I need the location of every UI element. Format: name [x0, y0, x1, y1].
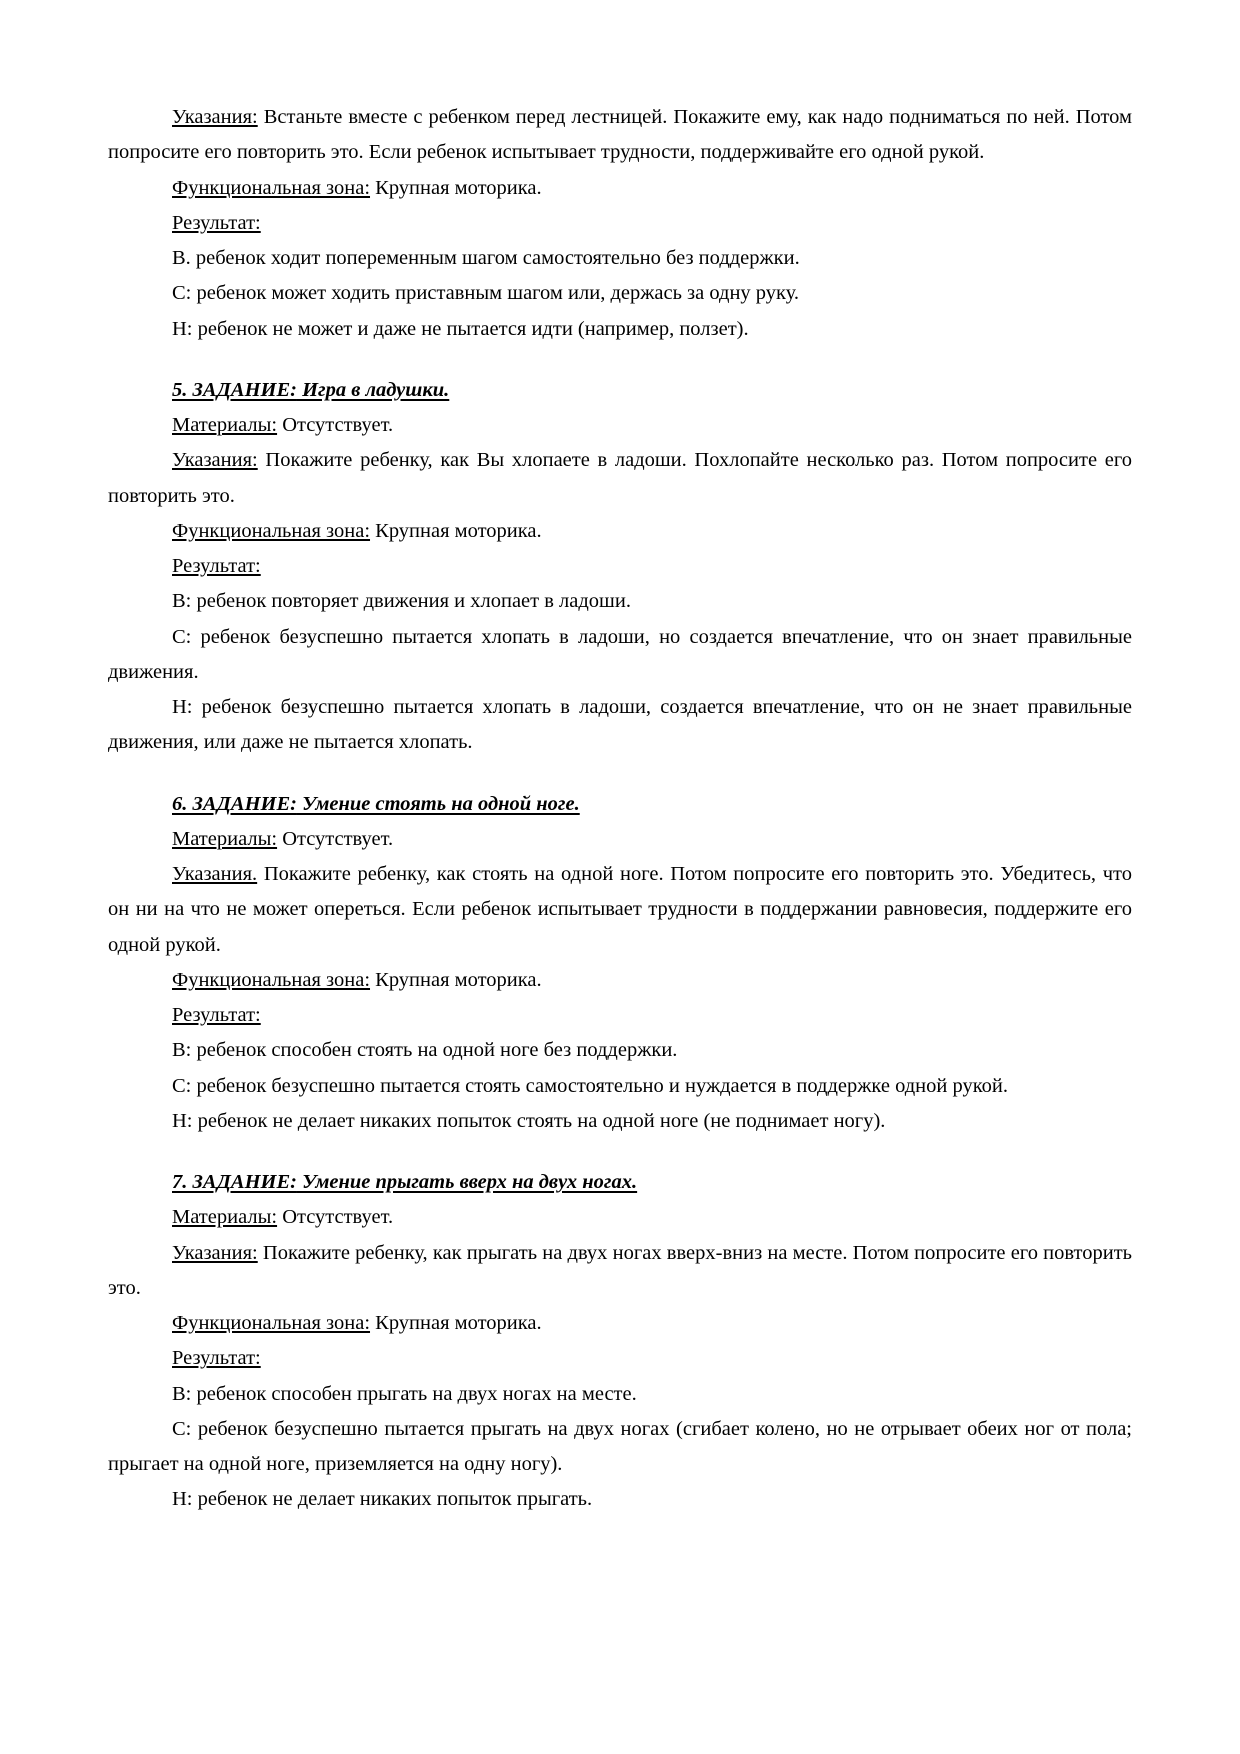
result-task5-label: Результат: — [172, 555, 261, 577]
materials-task5-text: Отсутствует. — [277, 414, 394, 436]
materials-task7-text: Отсутствует. — [277, 1206, 394, 1229]
instructions-task7-text: Покажите ребенку, как прыгать на двух ногах вверх-вниз на месте. Потом попросите его повторить это. — [108, 1241, 1132, 1299]
functional-area-task5-text: Крупная моторика. — [370, 519, 542, 542]
result-task5 — [108, 549, 1132, 584]
result-task4-label: Результат: — [172, 211, 261, 234]
instructions-task5 — [108, 443, 1132, 514]
functional-area-task4-text: Крупная моторика. — [370, 176, 542, 199]
task-heading-6-title: Умение стоять на одной ноге. — [296, 792, 580, 815]
instructions-task5-label: Указания: — [172, 449, 258, 472]
materials-task7 — [108, 1200, 1132, 1235]
instructions-task6-text: Покажите ребенку, как стоять на одной ноге. Потом попросите его повторить это. Убедитесь, что он ни на что не может опереться. Если ребенок испытывает трудности в поддержании равновесия, поддержите его одной рукой. — [108, 863, 1132, 956]
task-heading-6 — [108, 787, 1132, 822]
materials-task6-text: Отсутствует. — [277, 827, 394, 850]
score-h-task6: Н: ребенок не делает никаких попыток стоять на одной ноге (не поднимает ногу). — [172, 1109, 886, 1132]
task-heading-7 — [108, 1165, 1132, 1200]
task-heading-5 — [108, 373, 1132, 408]
result-task7-label: Результат: — [172, 1347, 261, 1370]
score-h-task5: Н: ребенок безуспешно пытается хлопать в ладоши, создается впечатление, что он не знает правильные движения, или даже не пытается хлопать. — [108, 696, 1132, 754]
materials-task5 — [108, 408, 1132, 443]
materials-task7-label: Материалы: — [172, 1206, 278, 1229]
materials-task5-label: Материалы: — [172, 414, 278, 436]
task-heading-7-title: Умение прыгать вверх на двух ногах. — [296, 1171, 638, 1193]
result-task6 — [108, 998, 1132, 1033]
score-b-task6: В: ребенок способен стоять на одной ноге без поддержки. — [172, 1039, 678, 1062]
functional-area-task5 — [108, 514, 1132, 549]
task-heading-5-number: 5. ЗАДАНИЕ: — [172, 378, 297, 401]
task-heading-7-number: 7. ЗАДАНИЕ: — [172, 1171, 297, 1193]
score-c-task7: С: ребенок безуспешно пытается прыгать на двух ногах (сгибает колено, но не отрывает обеих ног от пола; прыгает на одной ноге, приземляется на одну ногу). — [108, 1417, 1132, 1475]
functional-area-task6-text: Крупная моторика. — [370, 968, 542, 991]
functional-area-task6-label: Функциональная зона: — [172, 968, 371, 991]
instructions-task7 — [108, 1236, 1132, 1307]
instructions-task4-text: Встаньте вместе с ребенком перед лестницей. Покажите ему, как надо подниматься по ней. Потом попросите его повторить это. Если ребенок испытывает трудности, поддерживайте его одной рукой. — [108, 106, 1132, 164]
instructions-task6-label: Указания. — [172, 863, 258, 885]
result-task6-label: Результат: — [172, 1004, 261, 1026]
instructions-task4 — [108, 100, 1132, 171]
task-heading-5-title: Игра в ладушки. — [296, 378, 450, 401]
materials-task6-label: Материалы: — [172, 827, 278, 850]
instructions-task7-label: Указания: — [172, 1241, 258, 1264]
functional-area-task7-label: Функциональная зона: — [172, 1312, 371, 1334]
functional-area-task4-label: Функциональная зона: — [172, 176, 371, 199]
score-c-task6: С: ребенок безуспешно пытается стоять самостоятельно и нуждается в поддержке одной рукой. — [172, 1074, 1008, 1097]
score-c-task4: С: ребенок может ходить приставным шагом или, держась за одну руку. — [172, 282, 800, 305]
instructions-task6 — [108, 857, 1132, 963]
instructions-task5-text: Покажите ребенку, как Вы хлопаете в ладоши. Похлопайте несколько раз. Потом попросите его повторить это. — [108, 449, 1132, 507]
instructions-task4-label: Указания: — [172, 106, 258, 128]
score-h-task4: Н: ребенок не может и даже не пытается идти (например, ползет). — [172, 317, 749, 340]
materials-task6 — [108, 822, 1132, 857]
result-task4 — [108, 206, 1132, 241]
result-task7 — [108, 1341, 1132, 1376]
document-body — [108, 100, 1132, 1518]
functional-area-task5-label: Функциональная зона: — [172, 519, 371, 542]
score-b-task5: В: ребенок повторяет движения и хлопает в ладоши. — [172, 590, 631, 613]
functional-area-task6 — [108, 963, 1132, 998]
functional-area-task7-text: Крупная моторика. — [370, 1312, 542, 1334]
task-heading-6-number: 6. ЗАДАНИЕ: — [172, 792, 297, 815]
score-c-task5: С: ребенок безуспешно пытается хлопать в ладоши, но создается впечатление, что он знает правильные движения. — [108, 625, 1132, 683]
score-h-task7: Н: ребенок не делает никаких попыток прыгать. — [172, 1488, 593, 1511]
score-b-task4: В. ребенок ходит попеременным шагом самостоятельно без поддержки. — [172, 247, 800, 269]
score-b-task7: В: ребенок способен прыгать на двух ногах на месте. — [172, 1382, 637, 1405]
functional-area-task7 — [108, 1306, 1132, 1341]
functional-area-task4 — [108, 171, 1132, 206]
